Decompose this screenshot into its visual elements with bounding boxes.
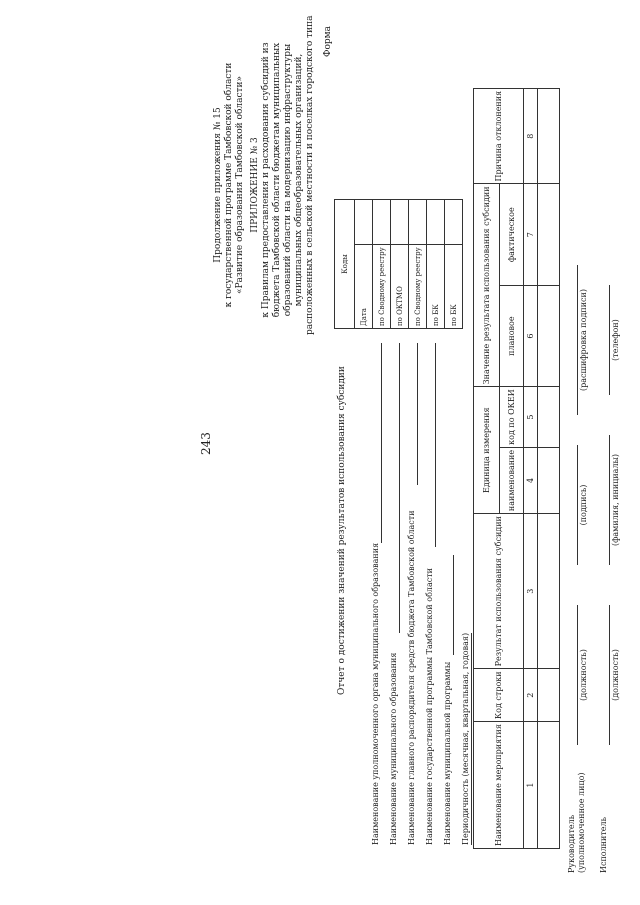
rotated-document-page [195,9,620,895]
sig-caption-position: (должность) [579,649,588,701]
sig-line-signature[interactable] [577,445,578,565]
sig-line-phone[interactable] [609,285,610,395]
th-reason: Причина отклонения [474,88,524,184]
column-number: 2 [524,669,538,722]
codes-rows [354,199,463,329]
appendix-line: муниципальных общеобразовательных организаций, [294,53,304,307]
codes-table [334,199,355,329]
codes-header: Коды [335,200,355,329]
continuation-line-2: к государственной программе Тамбовской области [224,62,234,308]
table-cell[interactable] [538,387,560,448]
field-authorized-body: Наименование уполномоченного органа муниципального образования [371,542,380,845]
sig-line-name[interactable] [609,435,610,565]
column-number: 8 [524,88,538,184]
th-value-group: Значение результата использования субсидии [474,184,500,387]
column-number: 6 [524,285,538,386]
sig-head-label: Руководитель [567,814,576,873]
continuation-line-1: Продолжение приложения № 15 [213,107,223,263]
field-municipal-program: Наименование муниципальной программы [443,661,452,845]
th-unit-group: Единица измерения [474,387,500,514]
sig-line-position[interactable] [609,605,610,745]
codes-row-label: по БК [445,245,463,329]
sig-caption-decoding: (расшифровка подписи) [579,289,588,391]
th-planned: плановое [500,285,524,386]
sig-line-decoding[interactable] [577,265,578,415]
sig-caption-phone: (телефон) [611,319,620,361]
codes-row-label: по ОКТМО [391,245,409,329]
appendix-line: образований области на модернизацию инфраструктуры [283,43,293,317]
appendix-line: расположенных в сельской местности и поселках городского типа [305,15,315,335]
th-result: Результат использования субсидии [474,514,524,669]
codes-row-value[interactable] [355,200,373,245]
field-periodicity: Периодичность (месячная, квартальная, годовая) [461,632,470,845]
codes-row-value[interactable] [391,200,409,245]
table-cell[interactable] [538,184,560,285]
sig-line-position[interactable] [577,605,578,745]
codes-row-label: по Сводному реестру [409,245,427,329]
field-underline[interactable] [417,343,418,485]
field-main-manager: Наименование главного распорядителя средств бюджета Тамбовской области [407,510,416,845]
field-underline[interactable] [453,555,454,655]
th-row-code: Код строки [474,669,524,722]
codes-row-label: по Сводному реестру [373,245,391,329]
continuation-line-3: «Развитие образования Тамбовской области» [235,76,245,294]
field-state-program: Наименование государственной программы Тамбовской области [425,568,434,845]
column-number: 5 [524,387,538,448]
column-number: 4 [524,447,538,513]
codes-row-value[interactable] [373,200,391,245]
th-actual: фактическое [500,184,524,285]
codes-row-value[interactable] [445,200,463,245]
form-label: Форма [323,25,333,57]
appendix-line: к Правилам предоставления и расходования субсидий из [261,42,271,318]
table-cell[interactable] [538,285,560,386]
field-underline[interactable] [381,343,382,543]
field-municipality: Наименование муниципального образования [389,652,398,845]
th-event-name: Наименование мероприятия [474,722,524,849]
field-underline[interactable] [399,343,400,633]
results-table [473,88,560,849]
column-number: 7 [524,184,538,285]
sig-caption-position: (должность) [611,649,620,701]
codes-row-value[interactable] [409,200,427,245]
sig-caption-signature: (подпись) [579,484,588,526]
table-cell[interactable] [538,88,560,184]
report-title: Отчет о достижении значений результатов использования субсидии [337,366,347,695]
th-unit-name: наименование [500,447,524,513]
table-cell[interactable] [538,722,560,849]
column-number: 1 [524,722,538,849]
table-cell[interactable] [538,669,560,722]
codes-row-label: по БК [427,245,445,329]
table-cell[interactable] [538,447,560,513]
codes-row-value[interactable] [427,200,445,245]
column-number: 3 [524,514,538,669]
appendix-line: бюджета Тамбовской области бюджетам муниципальных [272,42,282,318]
page-number: 243 [199,432,213,455]
codes-row-label: Дата [355,245,373,329]
field-underline[interactable] [435,343,436,547]
appendix-title: ПРИЛОЖЕНИЕ № 3 [250,137,260,233]
sig-head-sublabel: (уполномоченное лицо) [577,772,586,873]
sig-executor-label: Исполнитель [599,817,608,873]
th-unit-okei: код по ОКЕИ [500,387,524,448]
sig-caption-name: (фамилия, инициалы) [611,453,620,547]
table-cell[interactable] [538,514,560,669]
